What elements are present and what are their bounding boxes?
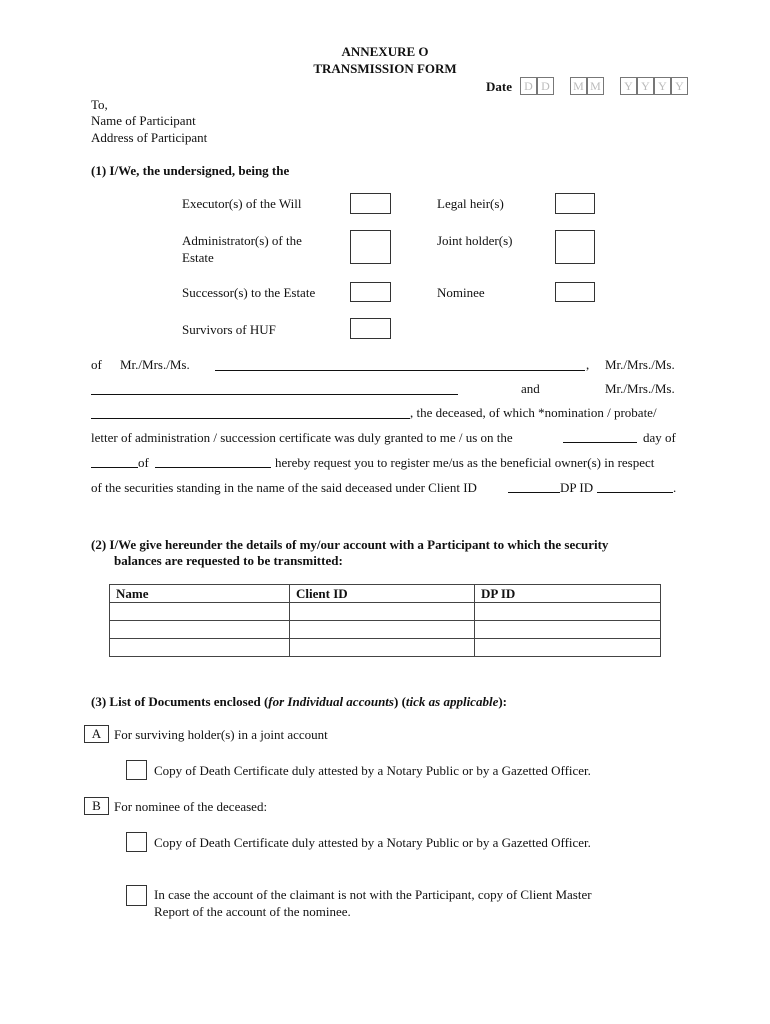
b-death-certificate-text: Copy of Death Certificate duly attested by a Notary Public or by a Gazetted Officer.	[154, 835, 591, 850]
section-3-heading-mid: ) (	[393, 694, 406, 709]
table-cell[interactable]	[110, 621, 290, 639]
title-mr-2: Mr./Mrs./Ms.	[605, 357, 675, 372]
title-mr-1: Mr./Mrs./Ms.	[120, 357, 190, 372]
option-b-text: For nominee of the deceased:	[114, 799, 268, 814]
successor-checkbox[interactable]	[350, 282, 391, 302]
letter-administration-text: letter of administration / succession certificate was duly granted to me / us on the	[91, 430, 513, 445]
date-month-2[interactable]: M	[587, 77, 604, 95]
section-2-heading-line1: (2) I/We give hereunder the details of my/our account with a Participant to which the security	[91, 537, 609, 552]
table-cell[interactable]	[475, 603, 661, 621]
b-client-master-text-line2: Report of the account of the nominee.	[154, 904, 351, 919]
table-row	[110, 621, 661, 639]
form-title: TRANSMISSION FORM	[313, 61, 457, 76]
b-client-master-text-line1: In case the account of the claimant is not with the Participant, copy of Client Master	[154, 887, 592, 902]
securities-text: of the securities standing in the name of the said deceased under Client ID	[91, 480, 477, 495]
joint-holder-checkbox[interactable]	[555, 230, 595, 264]
date-year-3[interactable]: Y	[654, 77, 671, 95]
section-2-heading-line2: balances are requested to be transmitted:	[114, 553, 343, 568]
option-b-label: B	[84, 797, 109, 815]
legal-heir-label: Legal heir(s)	[437, 196, 504, 211]
date-year-2[interactable]: Y	[637, 77, 654, 95]
deceased-name-line-3[interactable]	[91, 418, 410, 419]
successor-label: Successor(s) to the Estate	[182, 285, 316, 300]
section-3-heading-pre: (3) List of Documents enclosed (	[91, 694, 269, 709]
annexure-heading: ANNEXURE O	[341, 44, 429, 59]
column-name: Name	[110, 585, 290, 603]
executor-checkbox[interactable]	[350, 193, 391, 214]
deceased-text: , the deceased, of which *nomination / probate/	[410, 405, 657, 420]
administrator-checkbox[interactable]	[350, 230, 391, 264]
table-cell[interactable]	[290, 639, 475, 657]
date-label: Date	[486, 79, 512, 94]
deceased-name-line-1[interactable]	[215, 370, 585, 371]
participant-name-label: Name of Participant	[91, 113, 196, 128]
of-label: of	[91, 357, 102, 372]
account-details-table	[109, 584, 661, 657]
grant-year-line[interactable]	[155, 467, 271, 468]
to-label: To,	[91, 97, 108, 112]
date-month-1[interactable]: M	[570, 77, 587, 95]
participant-address-label: Address of Participant	[91, 130, 208, 145]
table-cell[interactable]	[110, 603, 290, 621]
of-text-2: of	[138, 455, 149, 470]
nominee-label: Nominee	[437, 285, 485, 300]
date-year-1[interactable]: Y	[620, 77, 637, 95]
client-id-line[interactable]	[508, 492, 560, 493]
date-year-4[interactable]: Y	[671, 77, 688, 95]
deceased-name-line-2[interactable]	[91, 394, 458, 395]
grant-date-line[interactable]	[563, 442, 637, 443]
joint-holder-label: Joint holder(s)	[437, 233, 513, 248]
nominee-checkbox[interactable]	[555, 282, 595, 302]
request-text: hereby request you to register me/us as the beneficial owner(s) in respect	[275, 455, 655, 470]
table-cell[interactable]	[290, 603, 475, 621]
administrator-label-line1: Administrator(s) of the	[182, 233, 302, 248]
dp-id-line[interactable]	[597, 492, 673, 493]
executor-label: Executor(s) of the Will	[182, 196, 302, 211]
table-cell[interactable]	[110, 639, 290, 657]
section-3-heading	[91, 694, 507, 710]
b-death-certificate-checkbox[interactable]	[126, 832, 147, 852]
column-dp-id: DP ID	[475, 585, 661, 603]
table-row	[110, 639, 661, 657]
a-death-certificate-text: Copy of Death Certificate duly attested by a Notary Public or by a Gazetted Officer.	[154, 763, 591, 778]
table-cell[interactable]	[290, 621, 475, 639]
comma-text: ,	[586, 357, 590, 372]
date-day-2[interactable]: D	[537, 77, 554, 95]
administrator-label-line2: Estate	[182, 250, 214, 265]
option-a-label: A	[84, 725, 109, 743]
a-death-certificate-checkbox[interactable]	[126, 760, 147, 780]
table-row	[110, 603, 661, 621]
table-cell[interactable]	[475, 639, 661, 657]
survivors-huf-checkbox[interactable]	[350, 318, 391, 339]
legal-heir-checkbox[interactable]	[555, 193, 595, 214]
section-3-heading-post: ):	[498, 694, 508, 709]
table-header-row	[110, 585, 661, 603]
day-of-text: day of	[643, 430, 676, 445]
section-1-heading: (1) I/We, the undersigned, being the	[91, 163, 290, 178]
title-mr-3: Mr./Mrs./Ms.	[605, 381, 675, 396]
table-cell[interactable]	[475, 621, 661, 639]
b-client-master-checkbox[interactable]	[126, 885, 147, 906]
grant-month-line[interactable]	[91, 467, 138, 468]
option-a-text: For surviving holder(s) in a joint account	[114, 727, 328, 742]
and-text: and	[521, 381, 540, 396]
section-3-heading-em1: for Individual accounts	[268, 694, 394, 709]
section-3-heading-em2: tick as applicable	[405, 694, 499, 709]
dp-id-label: DP ID	[560, 480, 594, 495]
column-client-id: Client ID	[290, 585, 475, 603]
date-day-1[interactable]: D	[520, 77, 537, 95]
survivors-huf-label: Survivors of HUF	[182, 322, 276, 337]
period-text: .	[673, 480, 677, 495]
